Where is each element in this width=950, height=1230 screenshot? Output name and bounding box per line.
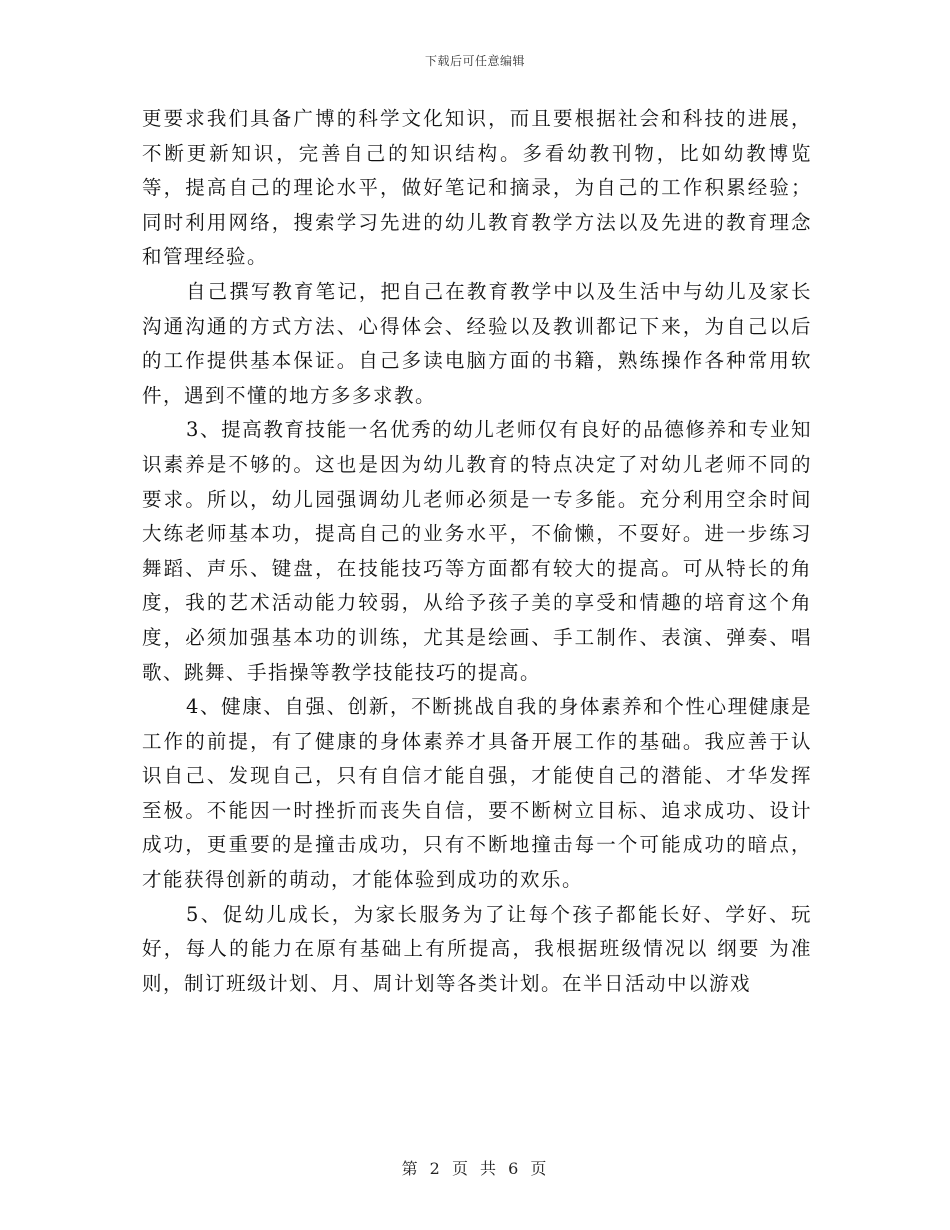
paragraph-teaching-skills: 3、提高教育技能一名优秀的幼儿老师仅有良好的品德修养和专业知识素养是不够的。这也是因为幼儿教育的特点决定了对幼儿老师不同的要求。所以，幼儿园强调幼儿老师必须是一专多能。充分利用空余时间大练老师基本功，提高自己的业务水平，不偷懒，不耍好。进一步练习舞蹈、声乐、键盘，在技能技巧等方面都有较大的提高。可从特长的角度，我的艺术活动能力较弱，从给予孩子美的享受和情趣的培育这个角度，必须加强基本功的训练，尤其是绘画、手工制作、表演、弹奏、唱歌、跳舞、手指操等教学技能技巧的提高。 xyxy=(142,418,812,684)
paragraph-child-growth: 5、促幼儿成长，为家长服务为了让每个孩子都能长好、学好、玩好，每人的能力在原有基础上有所提高，我根据班级情况以 纲要 为准则，制订班级计划、月、周计划等各类计划。在半日活动中以游戏 xyxy=(142,902,812,995)
paragraph-continued: 更要求我们具备广博的科学文化知识，而且要根据社会和科技的进展，不断更新知识，完善自己的知识结构。多看幼教刊物，比如幼教博览等，提高自己的理论水平，做好笔记和摘录，为自己的工作积累经验；同时利用网络，搜索学习先进的幼儿教育教学方法以及先进的教育理念和管理经验。 xyxy=(142,107,812,269)
document-body xyxy=(142,102,812,1001)
paragraph-health-innovation: 4、健康、自强、创新，不断挑战自我的身体素养和个性心理健康是工作的前提，有了健康的身体素养才具备开展工作的基础。我应善于认识自己、发现自己，只有自信才能自强，才能使自己的潜能、才华发挥至极。不能因一时挫折而丧失自信，要不断树立目标、追求成功、设计成功，更重要的是撞击成功，只有不断地撞击每一个可能成功的暗点，才能获得创新的萌动，才能体验到成功的欢乐。 xyxy=(142,695,812,892)
page-header: 下载后可任意编辑 xyxy=(424,54,525,68)
paragraph-education-notes: 自己撰写教育笔记，把自己在教育教学中以及生活中与幼儿及家长沟通沟通的方式方法、心得体会、经验以及教训都记下来，为自己以后的工作提供基本保证。自己多读电脑方面的书籍，熟练操作各种常用软件，遇到不懂的地方多多求教。 xyxy=(142,279,812,407)
page-number: 第 2 页 共 6 页 xyxy=(401,1159,549,1178)
